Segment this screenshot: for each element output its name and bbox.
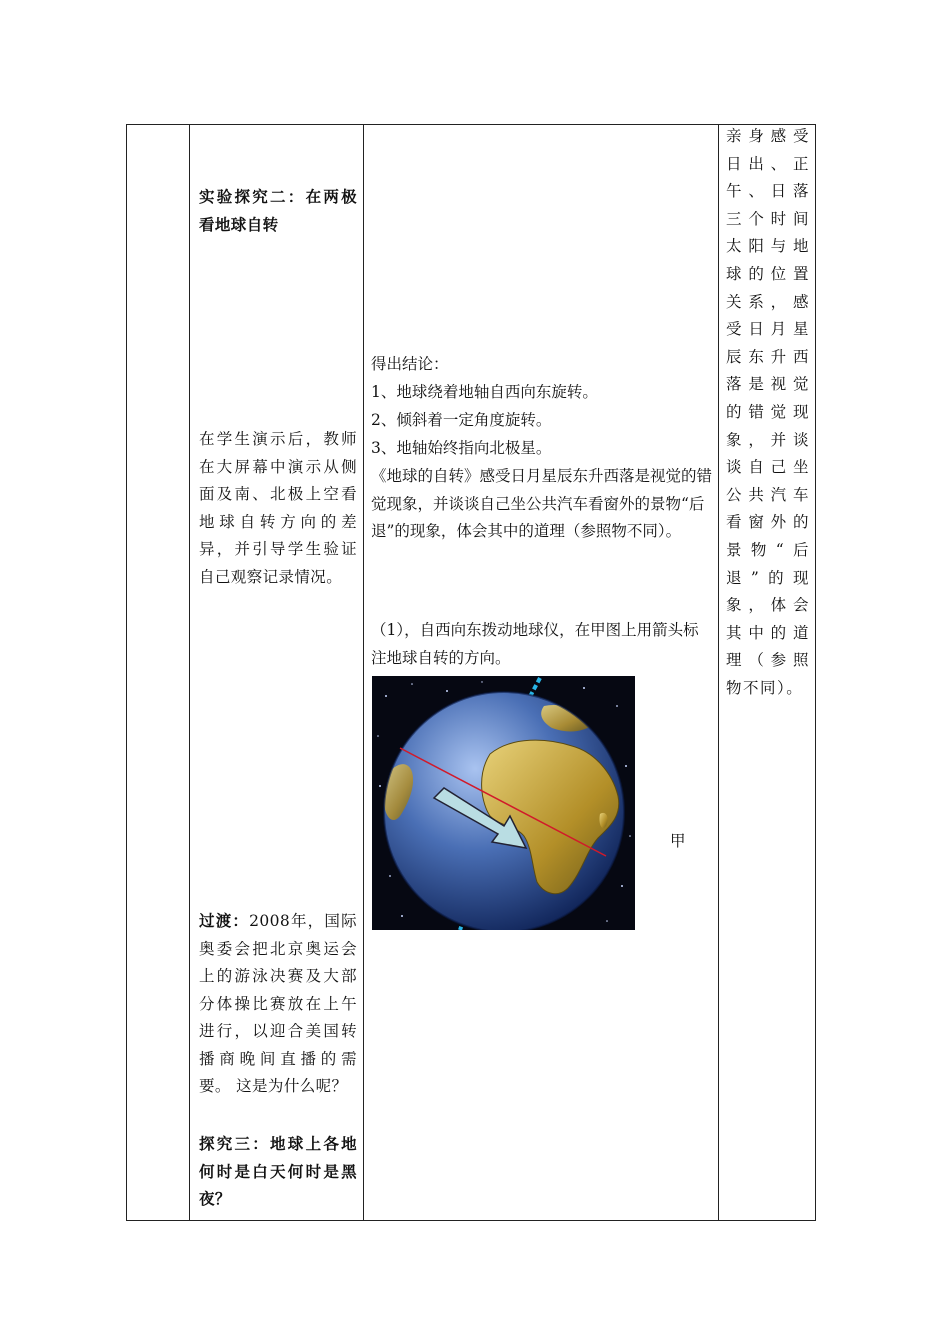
student-activity-text: 亲身感受日出、正午、日落三个时间太阳与地球的位置关系，感受日月星辰东升西落是视觉的错觉现象，并谈谈自己坐公共汽车看窗外的景物“后退”的现象，体会其中的道理（参照物不同）。 [726, 127, 810, 697]
lesson-table [126, 124, 816, 1221]
task-one-text: （1），自西向东拨动地球仪，在甲图上用箭头标注地球自转的方向。 [371, 621, 699, 667]
teacher-demo-text: 在学生演示后，教师在大屏幕中演示从侧面及南、北极上空看地球自转方向的差异，并引导学生验证自己观察记录情况。 [199, 430, 357, 586]
globe-illustration [372, 676, 635, 930]
exploration-three-title: 探究三：地球上各地何时是白天何时是黑夜？ [199, 1134, 357, 1208]
figure-label: 甲 [670, 832, 686, 850]
conclusion-heading: 得出结论： [371, 355, 449, 373]
video-note: 《地球的自转》感受日月星辰东升西落是视觉的错觉现象，并谈谈自己坐公共汽车看窗外的景物“后退”的现象，体会其中的道理（参照物不同）。 [371, 467, 713, 540]
conclusion-item: 2、倾斜着一定角度旋转。 [371, 411, 552, 429]
transition-label: 过渡： [199, 911, 250, 930]
conclusion-item: 1、地球绕着地轴自西向东旋转。 [371, 383, 598, 401]
conclusion-item: 3、地轴始终指向北极星。 [371, 439, 552, 457]
transition-text: 2008年，国际奥委会把北京奥运会上的游泳决赛及大部分体操比赛放在上午进行，以迎合美国转播商晚间直播的需要。 这是为什么呢？ [199, 912, 357, 1095]
experiment-two-title: 实验探究二：在两极看地球自转 [199, 187, 357, 234]
transition-paragraph [199, 907, 357, 1101]
column-divider [718, 125, 719, 1220]
column-divider [363, 125, 364, 1220]
column-divider [189, 125, 190, 1220]
